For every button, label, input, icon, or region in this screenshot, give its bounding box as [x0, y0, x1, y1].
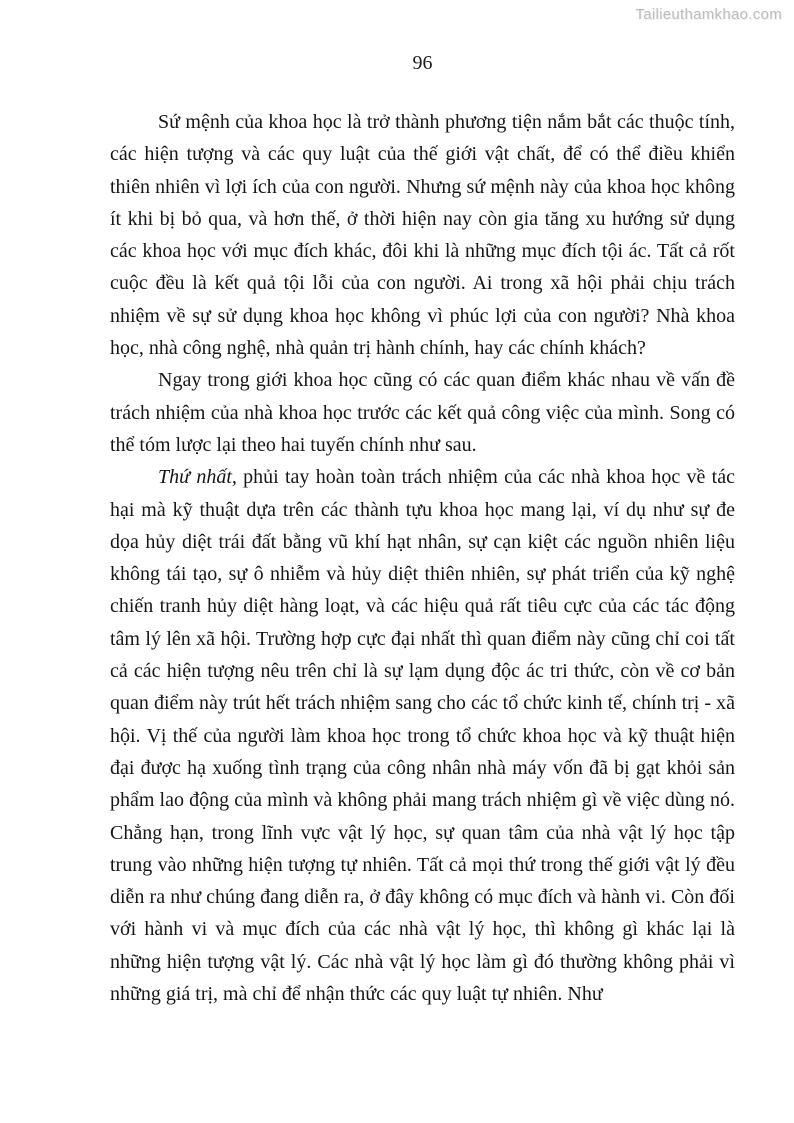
page-number: 96: [412, 52, 433, 74]
body-paragraph-3: [110, 461, 735, 1010]
body-paragraph-2: [110, 364, 735, 461]
paragraph-3-italic-lead: Thứ nhất,: [158, 466, 237, 489]
paragraph-1-text: Sứ mệnh của khoa học là trở thành phương tiện nắm bắt các thuộc tính, các hiện tượng và các quy luật của thế giới vật chất, để có thể điều khiển thiên nhiên vì lợi ích của con người. Nhưng sứ mệnh này của khoa học không ít khi bị bỏ qua, và hơn thế, ở thời hiện nay còn gia tăng xu hướng sử dụng các khoa học với mục đích khác, đôi khi là những mục đích tội ác. Tất cả rốt cuộc đều là kết quả tội lỗi của con người. Ai trong xã hội phải chịu trách nhiệm về sự sử dụng khoa học không vì phúc lợi của con người? Nhà khoa học, nhà công nghệ, nhà quản trị hành chính, hay các chính khách?: [110, 111, 735, 360]
paragraph-3-text: phủi tay hoàn toàn trách nhiệm của các nhà khoa học về tác hại mà kỹ thuật dựa trên các thành tựu khoa học mang lại, ví dụ như sự đe dọa hủy diệt trái đất bằng vũ khí hạt nhân, sự cạn kiệt các nguồn nhiên liệu không tái tạo, sự ô nhiễm và hủy diệt thiên nhiên, sự phát triển của kỹ nghệ chiến tranh hủy diệt hàng loạt, và các hiệu quả rất tiêu cực của các tác động tâm lý lên xã hội. Trường hợp cực đại nhất thì quan điểm này cũng chỉ coi tất cả các hiện tượng nêu trên chỉ là sự lạm dụng độc ác tri thức, còn về cơ bản quan điểm này trút hết trách nhiệm sang cho các tổ chức kinh tế, chính trị - xã hội. Vị thế của người làm khoa học trong tổ chức khoa học và kỹ thuật hiện đại được hạ xuống tình trạng của công nhân nhà máy vốn đã bị gạt khỏi sản phẩm lao động của mình và không phải mang trách nhiệm gì về việc dùng nó. Chẳng hạn, trong lĩnh vực vật lý học, sự quan tâm của nhà vật lý học tập trung vào những hiện tượng tự nhiên. Tất cả mọi thứ trong thế giới vật lý đều diễn ra như chúng đang diễn ra, ở đây không có mục đích và hành vi. Còn đối với hành vi và mục đích của các nhà vật lý học, thì không gì khác lại là những hiện tượng vật lý. Các nhà vật lý học làm gì đó thường không phải vì những giá trị, mà chỉ để nhận thức các quy luật tự nhiên. Như: [110, 466, 735, 1006]
paragraph-2-text: Ngay trong giới khoa học cũng có các quan điểm khác nhau về vấn đề trách nhiệm của nhà khoa học trước các kết quả công việc của mình. Song có thể tóm lược lại theo hai tuyến chính như sau.: [110, 369, 735, 456]
watermark-text: Tailieuthamkhao.com: [635, 6, 782, 23]
document-body: [110, 106, 735, 1010]
body-paragraph-1: [110, 106, 735, 364]
